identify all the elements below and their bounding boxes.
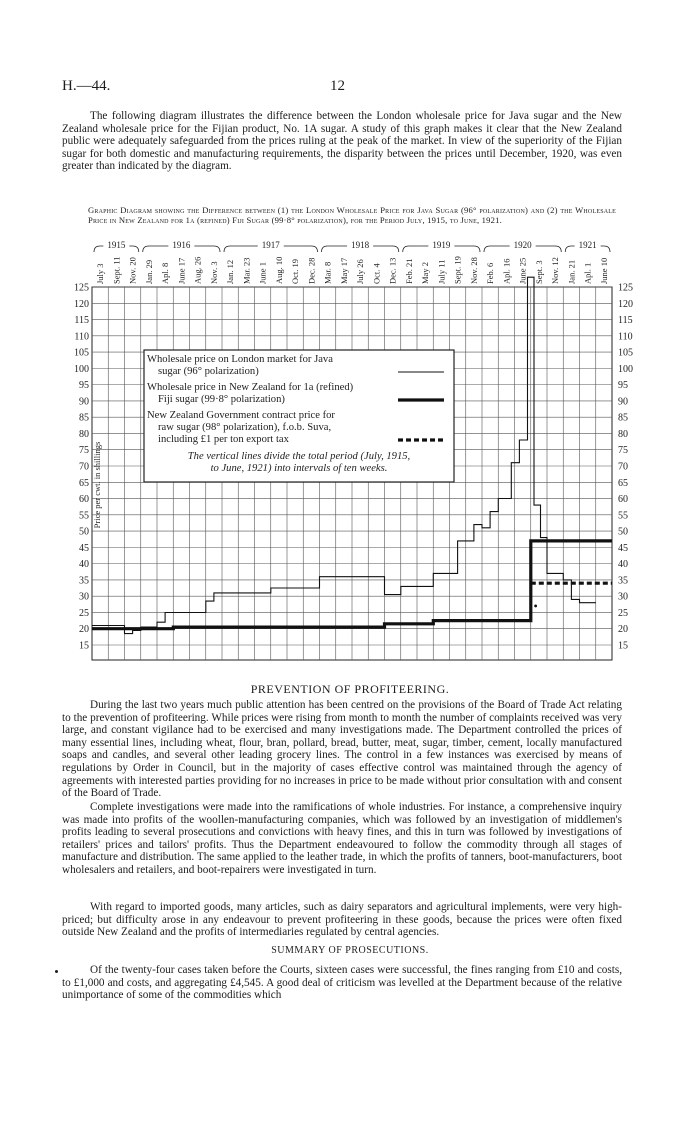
prevention-paragraph-3: With regard to imported goods, many articles, such as dairy separators and agricultural implements, were very high-priced; but difficulty arose in any endeavour to prevent profiteering in these goods, because the prices were often fixed outside New Zealand and the profits of intermediaries regulated by central agencies. — [62, 901, 622, 939]
legend-entry-text: sugar (96° polarization) — [158, 366, 259, 377]
summary-paragraph: Of the twenty-four cases taken before the Courts, sixteen cases were successful, the fines ranging from £10 and costs, to £1,000 and costs, and aggregating £4,545. A good deal of criticism was levelled at the Department because of the relative unimportance of some of the commodities which — [62, 964, 622, 1002]
x-date-label: Aug. 26 — [192, 256, 203, 284]
y-tick-label-left: 55 — [79, 510, 89, 522]
legend-entry-text: Wholesale price in New Zealand for 1a (refined) — [147, 382, 354, 393]
x-date-label: July 26 — [355, 259, 366, 284]
y-tick-label-left: 90 — [79, 396, 89, 408]
x-date-label: June 17 — [176, 257, 187, 284]
x-date-label: Nov. 20 — [127, 257, 138, 284]
x-date-label: Nov. 3 — [208, 261, 219, 284]
y-tick-label-right: 95 — [618, 380, 628, 392]
year-label: 1916 — [172, 240, 191, 250]
y-tick-label-left: 125 — [74, 282, 89, 294]
x-date-label: Apl. 8 — [160, 262, 171, 284]
legend-entry-text: Fiji sugar (99·8° polarization) — [158, 394, 285, 405]
y-tick-label-left: 95 — [79, 380, 89, 392]
y-tick-label-left: 45 — [79, 542, 89, 554]
y-tick-label-right: 80 — [618, 428, 628, 440]
y-tick-label-left: 15 — [79, 640, 89, 652]
y-tick-label-left: 105 — [74, 347, 89, 359]
x-date-label: Aug. 10 — [273, 256, 284, 284]
legend-entry-text: including £1 per ton export tax — [158, 434, 289, 445]
x-date-label: May 17 — [338, 257, 349, 284]
x-date-label: Feb. 21 — [403, 258, 414, 284]
y-tick-label-left: 75 — [79, 445, 89, 457]
x-date-label: June 25 — [517, 257, 528, 284]
x-date-label: Nov. 12 — [550, 257, 561, 284]
x-date-label: Dec. 13 — [387, 257, 398, 284]
y-tick-label-right: 125 — [618, 282, 633, 294]
header-code: H.—44. — [62, 78, 111, 94]
y-tick-label-right: 30 — [618, 591, 628, 603]
legend-note-text: to June, 1921) into intervals of ten weeks. — [210, 463, 388, 474]
x-date-label: Dec. 28 — [306, 257, 317, 284]
y-tick-label-left: 120 — [74, 298, 89, 310]
x-date-label: Oct. 19 — [290, 258, 301, 284]
y-tick-label-left: 110 — [74, 331, 89, 343]
y-tick-label-right: 25 — [618, 607, 628, 619]
x-date-label: Jan. 21 — [566, 259, 577, 284]
x-date-label: Sept. 3 — [533, 260, 544, 284]
x-date-label: Jan. 12 — [225, 259, 236, 284]
x-date-label: July 3 — [95, 263, 106, 284]
x-date-label: June 1 — [257, 262, 268, 284]
year-label: 1918 — [351, 240, 370, 250]
legend-entry-text: Wholesale price on London market for Java — [147, 354, 333, 365]
y-tick-label-left: 40 — [79, 559, 89, 571]
x-date-label: Sept. 11 — [111, 256, 122, 284]
summary-title: SUMMARY OF PROSECUTIONS. — [271, 945, 429, 956]
y-tick-label-right: 85 — [618, 412, 628, 424]
y-tick-label-left: 70 — [79, 461, 89, 473]
y-tick-label-right: 45 — [618, 542, 628, 554]
x-date-label: July 11 — [436, 259, 447, 284]
y-tick-label-right: 120 — [618, 298, 633, 310]
y-tick-label-right: 65 — [618, 477, 628, 489]
x-date-label: Jan. 29 — [143, 259, 154, 284]
legend-entry-text: New Zealand Government contract price for — [147, 410, 335, 421]
y-tick-label-right: 50 — [618, 526, 628, 538]
y-tick-label-right: 110 — [618, 331, 633, 343]
x-date-label: Mar. 8 — [322, 261, 333, 284]
y-tick-label-left: 50 — [79, 526, 89, 538]
y-tick-label-left: 85 — [79, 412, 89, 424]
year-label: 1917 — [261, 240, 280, 250]
x-date-label: June 10 — [598, 257, 609, 284]
y-tick-label-right: 35 — [618, 575, 628, 587]
y-tick-label-left: 20 — [79, 624, 89, 636]
y-tick-label-left: 80 — [79, 428, 89, 440]
intro-paragraph: The following diagram illustrates the difference between the London wholesale price for Java sugar and the New Zealand wholesale price for the Fijian product, No. 1A sugar. A study of this graph makes it clear that the New Zealand public were adequately safeguarded from the prices ruling at the peak of the market. In view of the superiority of the Fijian sugar for both domestic and manufacturing requirements, the disparity between the prices until December, 1920, was even greater than indicated by the diagram. — [62, 110, 622, 173]
year-label: 1919 — [432, 240, 451, 250]
data-point — [534, 605, 537, 608]
y-tick-label-right: 90 — [618, 396, 628, 408]
y-tick-label-left: 35 — [79, 575, 89, 587]
x-date-label: Apl. 16 — [501, 258, 512, 284]
x-date-label: Mar. 23 — [241, 257, 252, 284]
x-date-label: Sept. 19 — [452, 256, 463, 284]
y-tick-label-right: 55 — [618, 510, 628, 522]
y-tick-label-left: 115 — [74, 315, 89, 327]
bullet-dot — [55, 970, 58, 973]
y-tick-label-right: 100 — [618, 363, 633, 375]
y-tick-label-right: 115 — [618, 315, 633, 327]
year-label: 1921 — [578, 240, 597, 250]
prevention-paragraph-1: During the last two years much public attention has been centred on the provisions of the Board of Trade Act relating to the prevention of profiteering. While prices were rising from month to month the number of complaints received was very large, and constant vigilance had to be exercised and many investigations made. The Department controlled the prices of many essential lines, including wheat, flour, bran, pollard, bread, butter, meat, sugar, timber, cement, locally manufactured soaps and candles, and several other leading grocery lines. The control in a few instances was exercised by means of regulations by Order in Council, but in the majority of cases effective control was maintained through the agency of agreements with interested parties providing for no increases in price to be made without prior consultation with and consent of the Board of Trade. — [62, 699, 622, 800]
y-tick-label-right: 40 — [618, 559, 628, 571]
year-label: 1920 — [513, 240, 532, 250]
y-tick-label-right: 20 — [618, 624, 628, 636]
page-number: 12 — [330, 78, 345, 94]
prevention-paragraph-2: Complete investigations were made into the ramifications of whole industries. For instance, a comprehensive inquiry was made into profits of the woollen-manufacturing companies, which was followed by an investigation of middlemen's profits leading to several prosecutions and convictions with heavy fines, and this in turn was followed by investigations of retailers' prices and tailors' profits. Thus the Department endeavoured to follow the commodity through all stages of manufacture and distribution. The same applied to the leather trade, in which the profits of tanners, boot-manufacturers, boot wholesalers and retailers, and boot-repairers were investigated in turn. — [62, 801, 622, 876]
y-tick-label-right: 70 — [618, 461, 628, 473]
y-tick-label-right: 60 — [618, 494, 628, 506]
y-tick-label-left: 30 — [79, 591, 89, 603]
x-date-label: Nov. 28 — [468, 257, 479, 284]
y-tick-label-right: 75 — [618, 445, 628, 457]
y-tick-label-left: 65 — [79, 477, 89, 489]
x-date-label: May 2 — [420, 262, 431, 284]
y-tick-label-right: 15 — [618, 640, 628, 652]
x-date-label: Feb. 6 — [485, 262, 496, 284]
prevention-title: PREVENTION OF PROFITEERING. — [250, 682, 450, 696]
y-tick-label-left: 60 — [79, 494, 89, 506]
legend-entry-text: raw sugar (98° polarization), f.o.b. Suva, — [158, 422, 332, 433]
y-axis-label: Price per cwt. in shillings — [92, 441, 102, 529]
legend-note-text: The vertical lines divide the total period (July, 1915, — [187, 451, 411, 462]
year-label: 1915 — [107, 240, 126, 250]
x-date-label: Oct. 4 — [371, 263, 382, 284]
y-tick-label-left: 25 — [79, 607, 89, 619]
x-date-label: Apl. 1 — [582, 262, 593, 284]
chart-caption: Graphic Diagram showing the Difference between (1) the London Wholesale Price for Java Sugar (96° polarization) and (2) the Wholesale Price in New Zealand for 1a (refined) Fiji Sugar (99·8° polarization), for the Period July, 1915, to June, 1921. — [88, 205, 616, 225]
y-tick-label-left: 100 — [74, 363, 89, 375]
y-tick-label-right: 105 — [618, 347, 633, 359]
